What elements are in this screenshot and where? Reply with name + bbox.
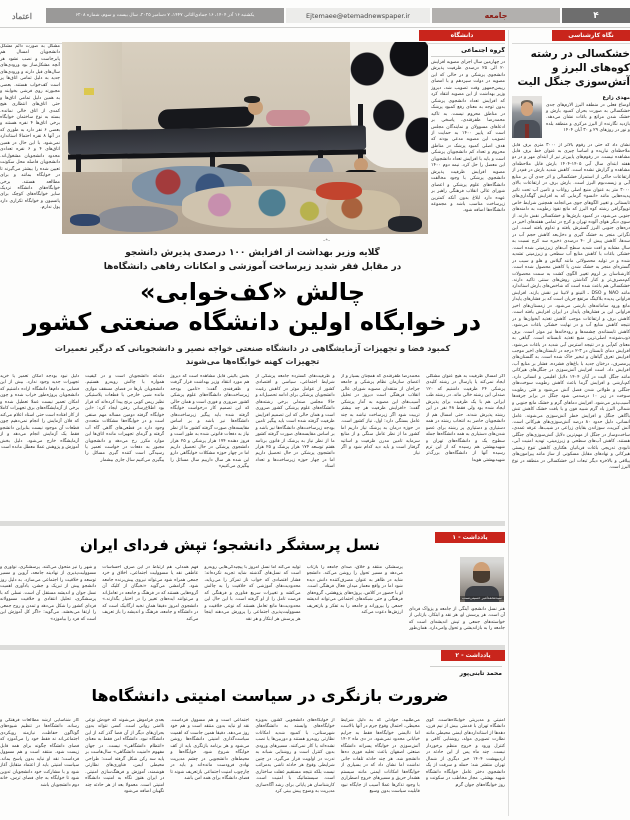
photo-shoes <box>70 214 100 226</box>
expert-lead-text: اوضاع فعلی در منطقه البرز الارم‌های جدی خشکسالی به صورت بحران کمبود بارش و خشک شدن مراتع و باغات نشان می‌دهد. بازدید نگارنده از البرز مرکزی و منطقه بلده و نور در روزهای ۲۹ و ۳۰ آبان ۱۴۰۴ <box>546 102 630 134</box>
photo-tie <box>525 124 529 138</box>
photo-gray-blanket <box>98 206 178 232</box>
kicker-line2: در مقابل فقر شدید زیرساخت آموزشی و امکانات رفاهی دانشگاه‌ها <box>103 261 402 272</box>
article1-subtitle: کمبود فضا و تجهیزات آزمایشگاهی در دانشگاه صنعتی خواجه نصیر و دانشجویانی که درگیر تعمیرات تجهیزات کهنه خوابگاه‌ها می‌شوند <box>54 343 451 367</box>
note1-badge: یادداشت - ۱ <box>435 532 505 543</box>
article2-body-columns <box>0 565 505 635</box>
article1-lead-column <box>431 47 505 235</box>
photo-person-hair <box>244 96 260 103</box>
article1-left-column: مشکل به صورت دائم مشکل دانشجویان امسال هم پابرجاست و نصب نشود هر آنچه مشکل‌ساز بود ورودی‌های سال‌های قبل دارند و ورودی‌های جدید به دلیل تمامی اتاق‌ها پر است کف‌خواب هستند. بعضی مجبورند روی فرشی بخوابند و به همین دلیل تمامی اتاق‌ها و حتی اتاق‌های انتظاری هیچ کمدی از اتاق خالی نمانده. بسته به نوع ساختمان خوابگاه برخی اتاق‌ها ۴ نفره هستند و بعضی ۶ نفر دارد به طوری که در آنها ۸ نفره احتمالا استاندارد نمی‌شود. با این حال در همین اتاق‌های ۴ و ۶ نفره تعدادی محدود دانشجویان مشغول‌اند. دانشجویان فاصله محل سکونت تعیین شده را بیشتر می‌گیرند تا در خوابگاه بمانند و برای مطالعه هستند. برخی خوابگاه‌های دانشگاه نزدیک سایر خوابگاه‌های کوچک برای پانسیون و خوابگاه تکراری دارد پول ندارم. <box>0 44 60 211</box>
photo-cable-pile <box>388 216 422 232</box>
article3-column: امنیتی و مدیریتی خوابگاه‌هاست. کوی دانشگاه تهران با قدمتی بیش از نیم قرن، دهه‌ها از استانداردهای ایمنی محیطی مانند نظارت تصویری مولد، روشنایی کافی و کنترل ورود و خروج منظم برخوردار نیست. چند ماه پس از این حادثه در اردیبهشت ۱۴۰۴ خبر دیگری از شمال تهران منتشر شد: حمله و سرقت از یک دانشجوی دختر عامل خوابگاه دانشگاه شهید بهشتی. مجاز مخاطب در سکونت و روز خوابگاه‌های جوان گرم <box>425 718 505 788</box>
author-photo-zare <box>512 96 542 138</box>
article2-author: سیدمحمدامیر حسینی‌نسب <box>460 596 504 600</box>
article2-column: و شهر را نیز متحول می‌کنند. پرسشگری، نوآوری و مسوولیت‌پذیری از نهادینه جامعه، آروین و مسیر توسعه و خلاقیت را اجتماعی می‌سازد. به دلیل روز دانشجو پیش از تبریک و جشن، یادآوری اهمیت نسل جوان و اندیشه مستقل آن است. نسلی که با پرسشگری، تحلیل انتقادی و خلاقیت مسوولانه فردای کشور را شکل می‌دهد و تمدن و روح جمعی را ارتقا می‌بخشد. می‌گوید: «اگر کل آموزش این است که فرد را بیاموزد» <box>0 565 97 622</box>
expert-title: خشکسالی در رشته کوه‌های البرز و آتش‌سوزی جنگل الیت <box>517 48 630 89</box>
article1-column: دغدغه دانشجویان است و در کیفیت همواره با چالش روبه‌رو هستیم. دانشجویان بارها در فضای مسقف موازی مانده شبی خارجی با قطعات پلاستیکی نظیر رپس کوبی برنج پیدا کرده‌اند که قرار بود اطلاع‌رسانی رفتن ایجاد کرد: «این خوابگاه گرفته دومین مساله مهم صنفی است و در خوابگاه‌ها مشکلات متعددی وجود دارد در قطعی‌های گاهی گاه آب گرفته و گرمای تجهیزات مانده اتاق‌ها این موارد مکرر رخ می‌دهد و دانشجویان مجبور به دفعات در خواست تعمیر یا رسیدگی است کننده گیری مسائل را پیگیری می‌کنیم سال جاری بیشمار <box>85 374 165 463</box>
article3-column: از خوابگاه‌های دانشجویی کشور، به‌ویژه خوابگاه‌های وابسته به دانشگاه‌های شهرستانی، با کمبود شدید امکانات نظارتی روبه‌رو هستند و دوربین‌ها یا نصب نشده‌اند یا کار نمی‌کنند. مسیرهای ورودی بدون کنترل است و روشنایی شبانه به ندرت در اولویت قرار می‌گیرد. در چنین شرایطی وقوع هر حادثه ناشی به‌مراتب نیست بلکه نتیجه مستقیم غفلت ساختاری است. سیستماتیک با امنیت است. کارشناسان هر پایانی برای رشد آگاه‌سازی مدیریت به وضوح پیش بینی کرد <box>255 718 335 794</box>
article1-title <box>0 278 505 337</box>
page-number: ۴ <box>562 8 630 23</box>
section-email: Ejtemaee@etemadnewspaper.ir <box>286 8 430 23</box>
article1-body-columns <box>0 374 505 514</box>
article1-kicker <box>0 247 505 274</box>
article2-column: تولید می‌کند اما نسل امروز با پیچیدگی‌هایی روبه‌رو است که نسل‌های گذشته شاید تجربه نکرده‌اند: فشار اقتصادی که خواب ناز تمرکز را می‌رباید، محدودیت‌های آموزشی که خلاقیت را به چالش می‌کشد و تغییرات سریع فناوری و فرهنگی که فرصت تامل را از او گرفته است. با این حال این محدودیت‌ها مانع تعامل هستند که نوعی خلاقیت و مسوولیت‌پذیری اجتماعی را پرورش می‌دهند اینجا هر پرسش هر ابتکار و هر نقد <box>204 565 301 622</box>
article3-column: کار شناسایی ارشد مطالعات فرهنگی و رسانه. دانشگاه‌ها در تنظیم شیوه‌های گوناگون حفاظت، نیازمند رویکردی اجتماعی‌اند نه فقط خود را می‌آموزد که فضای دانشگاه چگونه برای همه قابل زیست شود. منتقد است و هم مسوول فرداست؛ نقد او نباید بدون پاسخ بماند. سیاست امنیتی باید از اعتماد متقابل آغاز شود و با مشارکت خود دانشجویان تدوین شود تا خوابگاه به جای فضای ترس، خانه دوم دانشجویان باشد <box>0 718 80 788</box>
article-divider <box>0 645 505 650</box>
expert-body-text: نشان داد که حتی در رقوم بالاتر از ۳۰۰۰ متری برف قابل ملاحظه‌ای نباریده و اساسا چیزی به عنوان خط برف قابل مشاهده نیست. در رقوم‌های پایین‌تر نیز از ابتدای مهر و در دو هفته ابتدای سال آبی ۱۴۰۵-۱۴۰۴ بارش قابل ملاحظه‌ای مشاهده و گزارش نشده است. کاهش شدید بارش در قم‌در از ارتفاعات حاکی از استمرار خشکسالی و اثر جدی آن بر منابع آبی و زیست‌بوم البرز است. بارش برف در ارتفاعات بالای ۳۰۰۰ متر به عنوان منبع اصلی رواناب و تامین آب تحت تاثیر پدیده‌هایی مانند «انسو» گرمایی که به افزایش گهگداری‌های تابستانی و تغییر الگوهای جوی می‌انجامد همچنین شرایط خاص توپوگرافی رشته کوه البرز که مانع نفوذ رطوبت به دامنه‌های جنوبی می‌شود، در کمبود بارش‌ها و خشکسالی نقش دارند. از سوی دیگر هوای آلوده تهران و کرج در تمامی هفته‌های اخیر در دره‌های جنوبی البرز گسترش یافته و تداوم یافته است. این نگرانی منجر به خشک گیری و دخل‌بعد کاهش حجم آب در سدها، کاهش پیش از ۴۰ درصدی ذخیره سد کرج نسبت به سال مشابه و افت شدید سطح آب‌های زیرزمینی شده است. خشکی باغات با کاهش منابع آب سطحی و زیرزمینی تشدید شده و در تولید محصولاتی مانند گیلاس و هلو و سیب در گستره‌ای منجر به خشک شدن یا کاهش محصول شده است. کارشناسان بر لزوم تغییر الگوی کشت به سمت محصولات کم‌مصرف‌تر و کنار گذاشتن روش‌های سنتی تاکید دارند. خشکسالی هم باعث شده است که شاخص‌های بارش استاندارد مانند NAO و DSO ـ النینو و لانینا نیز نقش بازند. افزایش فراوانی پدیده بلاکینگ مرتفع جریان است که بر فشارهای پایدار مانع ورود سامانه‌های بارشی می‌شود. در زمستان‌های اخیر فراوانی این بر فشارهای پایدار در ایران افزایش یافته است. کاهش برف و ارتفاعات موجب کاهش تغذیه آبخوان‌ها و در نتیجه کاهش منابع آب و در نهایت خشکی باغات می‌شود. کاهش تابستانه‌ی چشمه‌ها و رودخانه‌ها نیز موثر است. برف ذوب‌شونده اصلی‌ترین منبع تغذیه تابستانه است. گیاهی به معنای کم‌آبی و در نتیجه استرس آبی شدید در باغات می‌شود. افزایش دمای تابستان در ۳-۲ درجه در تابستان‌های اخیر موجب افزایش تعرق گیاهان و تبخیر خاک شده است. به گلستان‌های پرمصرف، درختان جدید با باغ‌های فشرده، فشار بر منابع آب، افزایش داد. است افزایش آتش‌سوزی در جنگل‌های هیرکانی مانند جنگل الیت در آبان ۱۴۰۴ دلایل اقلیمی و انسانی دارد. کم‌بارشی و افزایش گرما باعث کاهش رطوبت سوخت‌های جنگلی و طولانی شدن فصل آتش می‌شود و قتی رطوبت سوخت در زیر ۱۰ درصدمی شود جنگل در برابر جرقه‌ها آسیب‌پذیر می‌شود. افزایش دماهای گرم و خشک مانع جنوبی و شمالی البرز باد گرم شبیه فون و با بافت خشک کاهش تنش باگاهی جنگل و افزایش خطر آتش‌سوزی می‌شوند. عامل انسانی، دلیل حدود ۸۰ درصد آتش‌سوزی‌های هیرکانی است. آتش کبریت، سوزاندن بقایای زراعی در شیب‌ها، عرقه عمدی، ساخت‌وساز در جنگل از مهم‌ترین دلایل آتش‌سوزی‌های جنگلی هستند. کاهش آب‌های سطحی و زیرزمینی، تهدید امنیت آبی، نابودی تدریجی باغات قربانیان هکتاری کاهش تنوع زیستی هیرکانی و نهادهای مقابل مسکونی از ساز مانند پیرامون‌های ییلاقی و بالاخره دیگر تبعات این خشکسالی در منطقه در نوع البرز است. <box>512 142 630 471</box>
title-line2: در خوابگاه اولین دانشگاه صنعتی کشور <box>23 307 482 336</box>
right-column-rule <box>512 43 630 44</box>
article1-byline: گروه اجتماعی <box>431 47 505 57</box>
kicker-line1: گلایه وزیر بهداشت از افزایش ۱۰۰ درصدی پذیرش دانشجو <box>125 248 380 258</box>
section-title: جامعه <box>432 8 560 23</box>
article1-lead-text: در چهارمین سال اجرای مصوبه افزایش ۲۰ الی ۲۵ درصدی ظرفیت پذیرش دانشجوی پزشکی و در حالی که این مصوبه در دولت سیزدهم و با امضای رییس‌جمهور وقت تصویب شد، دیروز وزیر بهداشت از این مصوبه انتقاد کرد که افزایش تعداد دانشجوی پزشکی بدون توجه به معنای رفع کمبود پزشک در مناطق محروم نیست. به تاکید محمدرضا ظفرقندی، پاسخی بر ادعاهای مسوولان و نمایندگان مجلس است که پاییز ۱۴۰۰ به حمایت از تصویب این مصوبه مدعی بودند که هدف اصلی کمبود پزشک در مناطق محروم و تعداد کم دانشجویان پزشکی است و باید با افزایش تعداد دانشجویان این معضل را حل کرد. نیمه دوم ۱۴۰۰ مصوبه افزایش ظرفیت پذیرش دانشجوی پزشکی با وجود مخالفت دانشگاه‌های علوم پزشکی و اعضای شورای عالی انقلاب فرهنگی راهبر بر عهده دارد ابلاغ بدون آنکه کمترین زیرساخت مناسب باشد و مجموعه دانشگاه‌ها اضافه شود. <box>431 60 505 214</box>
article1-column: اگر امسال ظرفیت به هیچ عنوان مشکلی ایجاد نمی‌کند یا پارسال در رشته کلیدی پزشکی ۲۴ ظرفیت داشتیم که ۱۲۰ صندلی این رشته خالی ماند. در رشته طب ایرانی هم با یک ظرفیت برای پذیرش ایجاد شده بود ولی فقط ۴۸ نفر در این رشته پذیرش شدند. حتی امسال هم از دانشجویان حاضر به انتخاب رشته در همه دستیاری و دستیاری پر رشته برای عضو شدن‌های دستیاری به همه دانشگاه‌ها جمله سطوح یک و دانشگاه‌های تهران و شهیدبهشتی هم رسیده که از این ترم رسیده آنها از دانشگاه‌های بزرگ‌تر شهیدبهشتی هویدا <box>425 374 505 463</box>
article3-column: می‌طلبید. حوادثی که به دلیل شرایط محیطی، احتمال وقوع جرم در آنها بالاست اما ناایمنی خوابگاه‌ها فقط به جرایم خیابانی محدود نمی‌شود. در دی ماه ۱۴۰۲ آتش‌سوزی در خوابگاه پسرانه دانشگاه صنعتی اصفهان باعث تخلیه فوری ده‌ها دانشجو شد. هر چند حادثه تلفات جانی نداشت اما نشان داد که در بسیاری از خوابگاه‌ها امکانات ایمنی مانند سیستم هشدار حریق و مسیرهای خروج اضطراری با وجود تذکرها عملا آسیب از جایگاه نبود قابلیت سیاست بدون وسیع <box>340 718 420 794</box>
newspaper-logo: اعتماد <box>0 8 44 23</box>
title-line1: چالش «کف‌خوابی» <box>139 278 365 306</box>
photo-pink-blanket <box>266 110 310 126</box>
article1-column: بخش بالینی قابل مشاهده است که دیروز هم مورد انتقاد وزیر بهداشت قرار گرفت و ظفرقندی گفت: «تامین بودجه زیرساخت‌های دانشگاه‌های علوم پزشکی کشور ضروری و فوری است و همان حالی که این تصمیم کار درخواست خوابگاه گرفته شده باید پیگیر زیرساخت‌های دانشگاه‌ها نیز باشد و بر اساس مقایسه‌های صورت گرفته کشور ما از نظر نیاز به دفعات قانونی شده به طور است و فروز دهنده ۱۷۴ هزار پزشکی و ۲۵ هزار دانشجوی پزشکی در حال تحصیل داریم اما در چهار حوزه مشکلات خوابگاهی دارو این شده هر سال دارییم سال مسائل را پیگیری می‌کنیم» <box>170 374 250 470</box>
photo-person-lying <box>158 106 255 129</box>
article1-column: و ظرفیت‌های گسترده جامعه پزشکی از شرایط اجتماعی، سیاسی و اقتصادی کشور از عوامل موثر در کاهش رغبت دانشجویان پزشکی برای ادامه تحصیل‌اند و حالا مجلس صندلی برخی رشته‌های دانشگاه‌های علوم پزشکی کشور ضروری است و همان حالی که این تصمیم افزایش ظرفیت گرفته شده است باید پیگیر تامین بودجه زیرساخت‌های دانشگاه‌ها نیز باشد و بر اساس مقایسه‌های صورت گرفته کشور ما از نظر نیاز به پزشک از قانون برنامه هفتم توسعه ۱۷۴ هزار پزشک و ۲۵ هزار دانشجوی پزشکی در حال تحصیل داریم اما در چهار حوزه زیرساخت‌ها و تعداد استاد <box>255 374 335 470</box>
expert-column-badge: نگاه کارشناسی <box>552 30 630 41</box>
photo-yellow-tag <box>84 88 94 95</box>
article3-column: بعدی فراموش می‌شوند که خودش نوعی ناامنی روانی است. کسی نتواند بدون بحران‌های دیگر از آن فضا گذر کند از این دانشگاه نبود. دانشگاه امن فقط به معنای «انتظام دانشگاهی» نیست. در جهان مفهوم «امنیت دانشگاهی» سال‌هاست بر پایه سه رکن شکل گرفته است: طراحی محیطی ایمن، فناوری‌های نظارتی هوشمند، آموزش و فرهنگ‌سازی امنیتی. در ایران هنوز نگاه به امنیت دانشگاه امنیتی است. معمولا بعد از هر حادثه چند نگهبان اضافه می‌شود <box>85 718 165 794</box>
article-divider <box>0 521 505 526</box>
date-line: یکشنبه ۱۶ آذر ۱۴۰۴، ۱۶ جمادی‌الثانی ۱۴۴۷، ۷ دسامبر ۲۰۲۵، سال بیست و سوم، شماره ۶۲۰۸ <box>46 8 284 23</box>
header-rule <box>0 27 630 28</box>
article2-column: پرسشگر، منتقد و خلاق، صدای جامعه را بازتاب می‌دهد و مسیر تحول را روشن می‌کند. دانشجو شاید در ظاهر به عنوان مصرف‌کننده دانش دیده شود اما در واقع معمار میدان فعال فرهنگی است. او با حضور در کلاس، پروژه‌های پژوهشی، گروه‌های فرهنگی و حتی شبکه‌های اجتماعی می‌تواند اندیشه جمعی را بپروراند و جامعه را به تفکر و بازتعریف ارزش‌ها دعوت می‌کند <box>306 565 403 616</box>
article2-title: نسل پرسشگر دانشجو؛ تپش فردای ایران <box>79 536 381 554</box>
article2-column: فهم همدلی، هم ارتباط در این صرف احساسات عاطفی نقد یا مسوولیت اجتماعی، اخلاق و خرد جمعی همراه شود می‌تواند نیروی پیش‌برنده جامعه شود. گرامشی می‌گوید «نخبگان از کلیک آن گروه‌هایی هستند که در فرهنگ و جامعه در تعامل‌اند و می‌توانند ایده‌های تغییر را در اختیار بگذارند.» دانشجوی امروز دقیقا همان نخبه ارگانیک است که در دانشگاه و جامعه، فرهنگ و اندیشه را باز تعریف می‌کند <box>102 565 199 622</box>
article1-column: دلیل نبود بودجه امکان تعمیر یا خرید تجهیزات جدید وجود ندارد. بیش از این فضایی به دام‌ها دانشگاه اراده داشتیم که دانشجویان پروژه‌طور خراب شده و چون امکان تعمیر نیست عملا تعطیل شده و برخی از آزمایشگاه‌های برق تجهیزات کاملا از کار افتاده است حتی استاد اعلام می‌کند که فلان آزمایش را انجام نمی‌دهیم چون قطعات آن موجود نیست بنابراین دانشجو فقط یک آزمایش انجام می‌دهد و از آزمایشگاه خارج می‌شود. دلیل بخش آموزش و پژوهش عملا معطل مانده است <box>0 374 80 450</box>
article2-column: هنر نسل دانشجو، آینگی از جامعه و پژواک فردای آن است. هر پرسش او، هر نقد و ابتکار، بازتابی از خواسته‌های جمعی و تپش اندیشه‌ای است که جامعه را به بازاندیشی و تحول وامی‌دارد. همان‌طور <box>408 607 505 632</box>
expert-column <box>512 47 630 816</box>
university-badge: دانشگاه <box>419 30 505 41</box>
article1-column: محمدرضا ظفرقندی که همچنان بسیار و از اعضای سازمان نظام پزشکی و جامعه جراحان از منتقدان مصوبه شورای عالی انقلاب فرهنگی است دیروز در تحلیل آسیب‌های این مصوبه به آمار پزشکی گفت: «افزایش ظرفیت هر چه بیشتر تربیت شود اگر زیرساخت نباشد به چند عامل بستگی دارد: اول، نیاز کشور است. در حوزه درمان به پزشک نیاز داریم اما کشور ما از نظر عامل سنگی و از منابع سرمایه تامین مدرن ظرفیت و اساتید گرفتار است و باید دید کدام شود و اگر نیاز <box>340 374 420 457</box>
article3-column: اجتماعی است و هم مسوول فرداست. نقد او نباید بدون منتقد است و هم خود روز می‌دهد. دقیقا همین جاست که اهمیت سیاست‌گذاری امنیتی دانشگاه‌ها روشن می‌شود و هر برنامه بازنگری باید از کف خوابگاه شروع شود. خوابگاه‌ها و محیط‌های دانشجویی در چشم مدیریت نهادی فرودست مانده‌اند و باید در چارچوب امنیت اجتماعی بازتعریف شوند تا فضای دانشگاه برای همه امن باشد <box>170 718 250 782</box>
photo-face <box>521 102 533 116</box>
photo-floor-quilt <box>182 186 332 228</box>
masthead <box>0 8 630 23</box>
article3-title: ضرورت بازنگری در سیاست امنیتی دانشگاه‌ها <box>91 686 449 705</box>
photo-red-blanket <box>316 182 362 200</box>
article3-body-columns <box>0 718 505 816</box>
expert-author: مهدی زارع <box>602 94 630 101</box>
main-photo-dorm-room <box>62 42 428 234</box>
article3-author: محمد تابنی‌پور <box>430 666 502 677</box>
photo-credit-mark: ـ٭ـ <box>323 236 330 242</box>
note2-badge: یادداشت - ۲ <box>441 650 505 661</box>
